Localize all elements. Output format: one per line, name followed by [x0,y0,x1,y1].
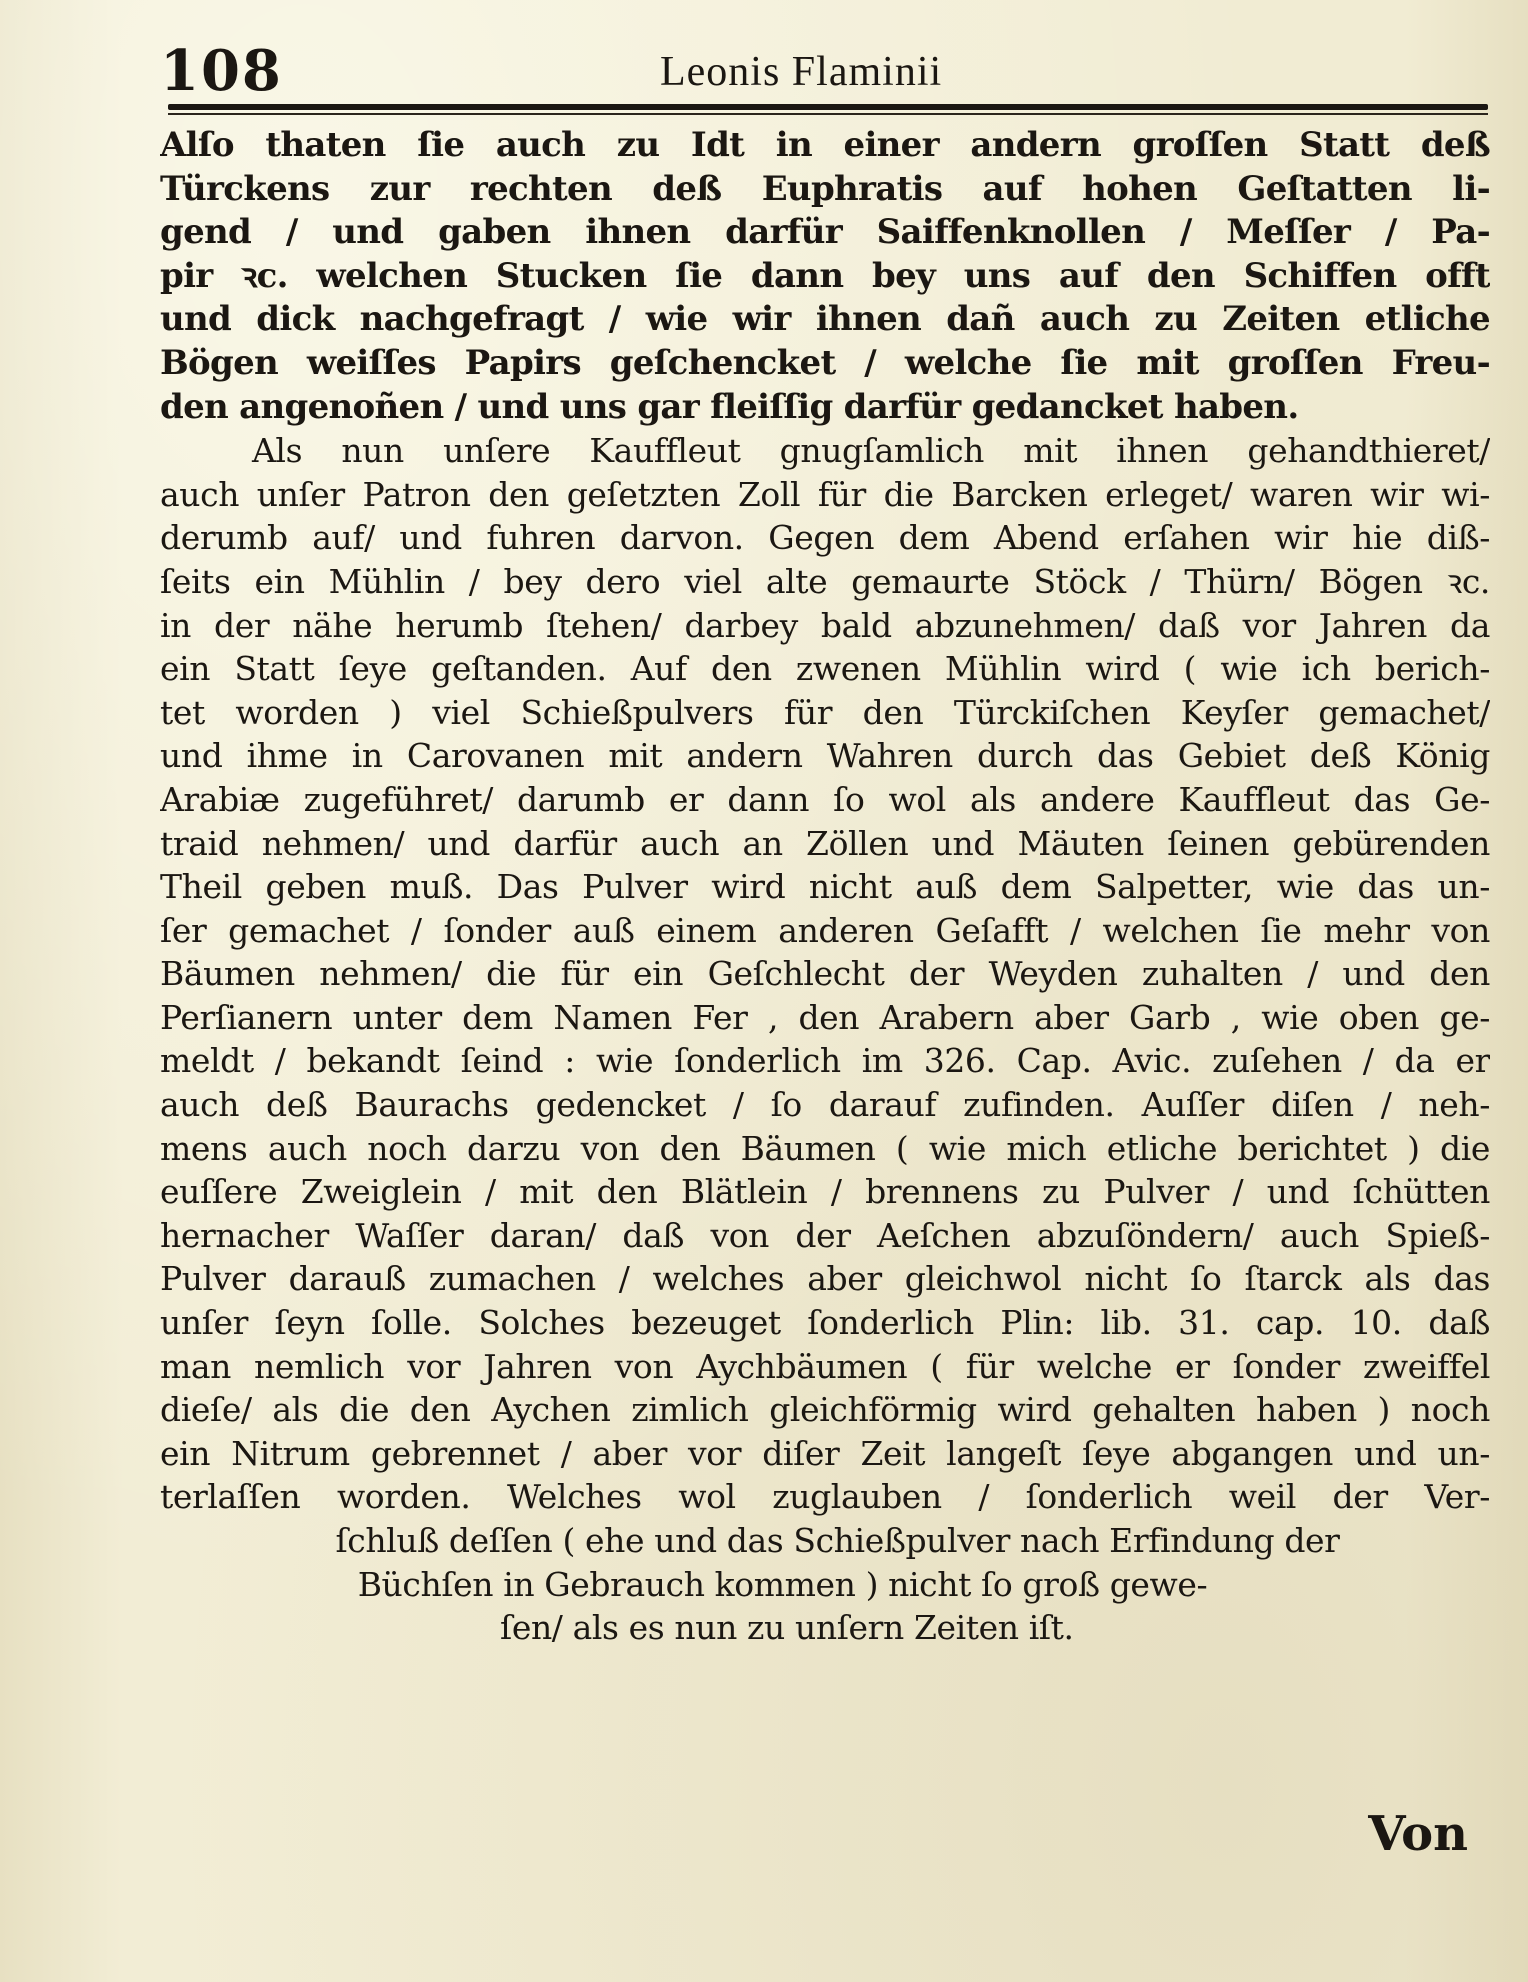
text-line: tet worden ) viel Schießpulvers für den Türckiſchen Keyſer gemachet/ [160,692,1490,732]
text-line: mens auch noch darzu von den Bäumen ( wie mich etliche berichtet ) die [160,1128,1490,1168]
text-line: Pulver darauß zumachen / welches aber gleichwol nicht ſo ſtarck als das [160,1259,1490,1299]
text-line: auch unſer Patron den geſetzten Zoll für die Barcken erleget/ waren wir wi- [160,474,1490,514]
text-line: traid nehmen/ und darfür auch an Zöllen und Mäuten ſeinen gebürenden [160,823,1490,863]
text-line: ein Nitrum gebrennet / aber vor diſer Zeit langeſt ſeye abgangen und un- [160,1433,1490,1473]
text-line: ſen/ als es nun zu unſern Zeiten iſt. [500,1608,1074,1648]
text-line: Arabiæ zugeführet/ darumb er dann ſo wol als andere Kauffleut das Ge- [160,779,1490,819]
text-line: Bäumen nehmen/ die für ein Geſchlecht der Weyden zuhalten / und den [160,954,1490,994]
text-line: Als nun unſere Kauffleut gnugſamlich mit ihnen gehandthieret/ [252,431,1490,471]
text-line: man nemlich vor Jahren von Aychbäumen ( für welche er ſonder zweiffel [160,1346,1490,1386]
page-number: 108 [160,38,283,104]
running-head: Leonis Flaminii [660,49,943,95]
text-line: pir ꝛc. welchen Stucken ſie dann bey uns auf den Schiffen offt [160,255,1490,296]
page-header [160,34,1490,104]
text-line: terlaſſen worden. Welches wol zuglauben / ſonderlich weil der Ver- [160,1477,1490,1517]
text-line: ſchluß deſſen ( ehe und das Schießpulver nach Erfindung der [335,1521,1340,1560]
text-line: und ihme in Carovanen mit andern Wahren durch das Gebiet deß König [160,736,1490,776]
header-rule-thin [168,113,1488,115]
header-rule [168,104,1488,110]
text-line: den angenoñen / und uns gar fleiſſig darfür gedancket haben. [160,386,1299,427]
text-line: derumb auf/ und fuhren darvon. Gegen dem Abend erſahen wir hie diß- [160,518,1490,558]
text-line: Perſianern unter dem Namen Fer , den Arabern aber Garb , wie oben ge- [160,997,1490,1037]
body-text [160,124,1490,1650]
text-line: gend / und gaben ihnen darfür Saiffenknollen / Meſſer / Pa- [160,212,1490,253]
text-line: Bögen weiſſes Papirs geſchencket / welche ſie mit groſſen Freu- [160,342,1490,383]
text-line: euſſere Zweiglein / mit den Blätlein / brennens zu Pulver / und ſchütten [160,1172,1490,1212]
text-line: Alſo thaten ſie auch zu Idt in einer andern groſſen Statt deß [160,125,1490,165]
text-line: ſeits ein Mühlin / bey dero viel alte gemaurte Stöck / Thürn/ Bögen ꝛc. [160,561,1490,601]
text-line: dieſe/ als die den Aychen zimlich gleichförmig wird gehalten haben ) noch [160,1390,1490,1430]
text-line: auch deß Baurachs gedencket / ſo darauf zufinden. Auſſer diſen / neh- [160,1085,1490,1125]
text-line: ſer gemachet / ſonder auß einem anderen Geſafft / welchen ſie mehr von [160,910,1490,950]
text-line: und dick nachgefragt / wie wir ihnen dañ auch zu Zeiten etliche [160,299,1490,340]
text-line: Türckens zur rechten deß Euphratis auf hohen Geſtatten li- [160,168,1490,209]
text-line: unſer ſeyn ſolle. Solches bezeuget ſonderlich Plin: lib. 31. cap. 10. daß [160,1303,1490,1343]
catchword: Von [1368,1806,1468,1862]
text-line: Theil geben muß. Das Pulver wird nicht auß dem Salpetter, wie das un- [160,867,1490,907]
text-line: ein Statt ſeye geſtanden. Auf den zwenen Mühlin wird ( wie ich berich- [160,649,1490,689]
text-line: Büchſen in Gebrauch kommen ) nicht ſo groß gewe- [357,1564,1208,1604]
text-line: in der nähe herumb ſtehen/ darbey bald abzunehmen/ daß vor Jahren da [160,605,1490,645]
text-line: hernacher Waſſer daran/ daß von der Aeſchen abzuſöndern/ auch Spieß- [160,1215,1490,1255]
text-line: meldt / bekandt ſeind : wie ſonderlich im 326. Cap. Avic. zuſehen / da er [160,1041,1490,1081]
